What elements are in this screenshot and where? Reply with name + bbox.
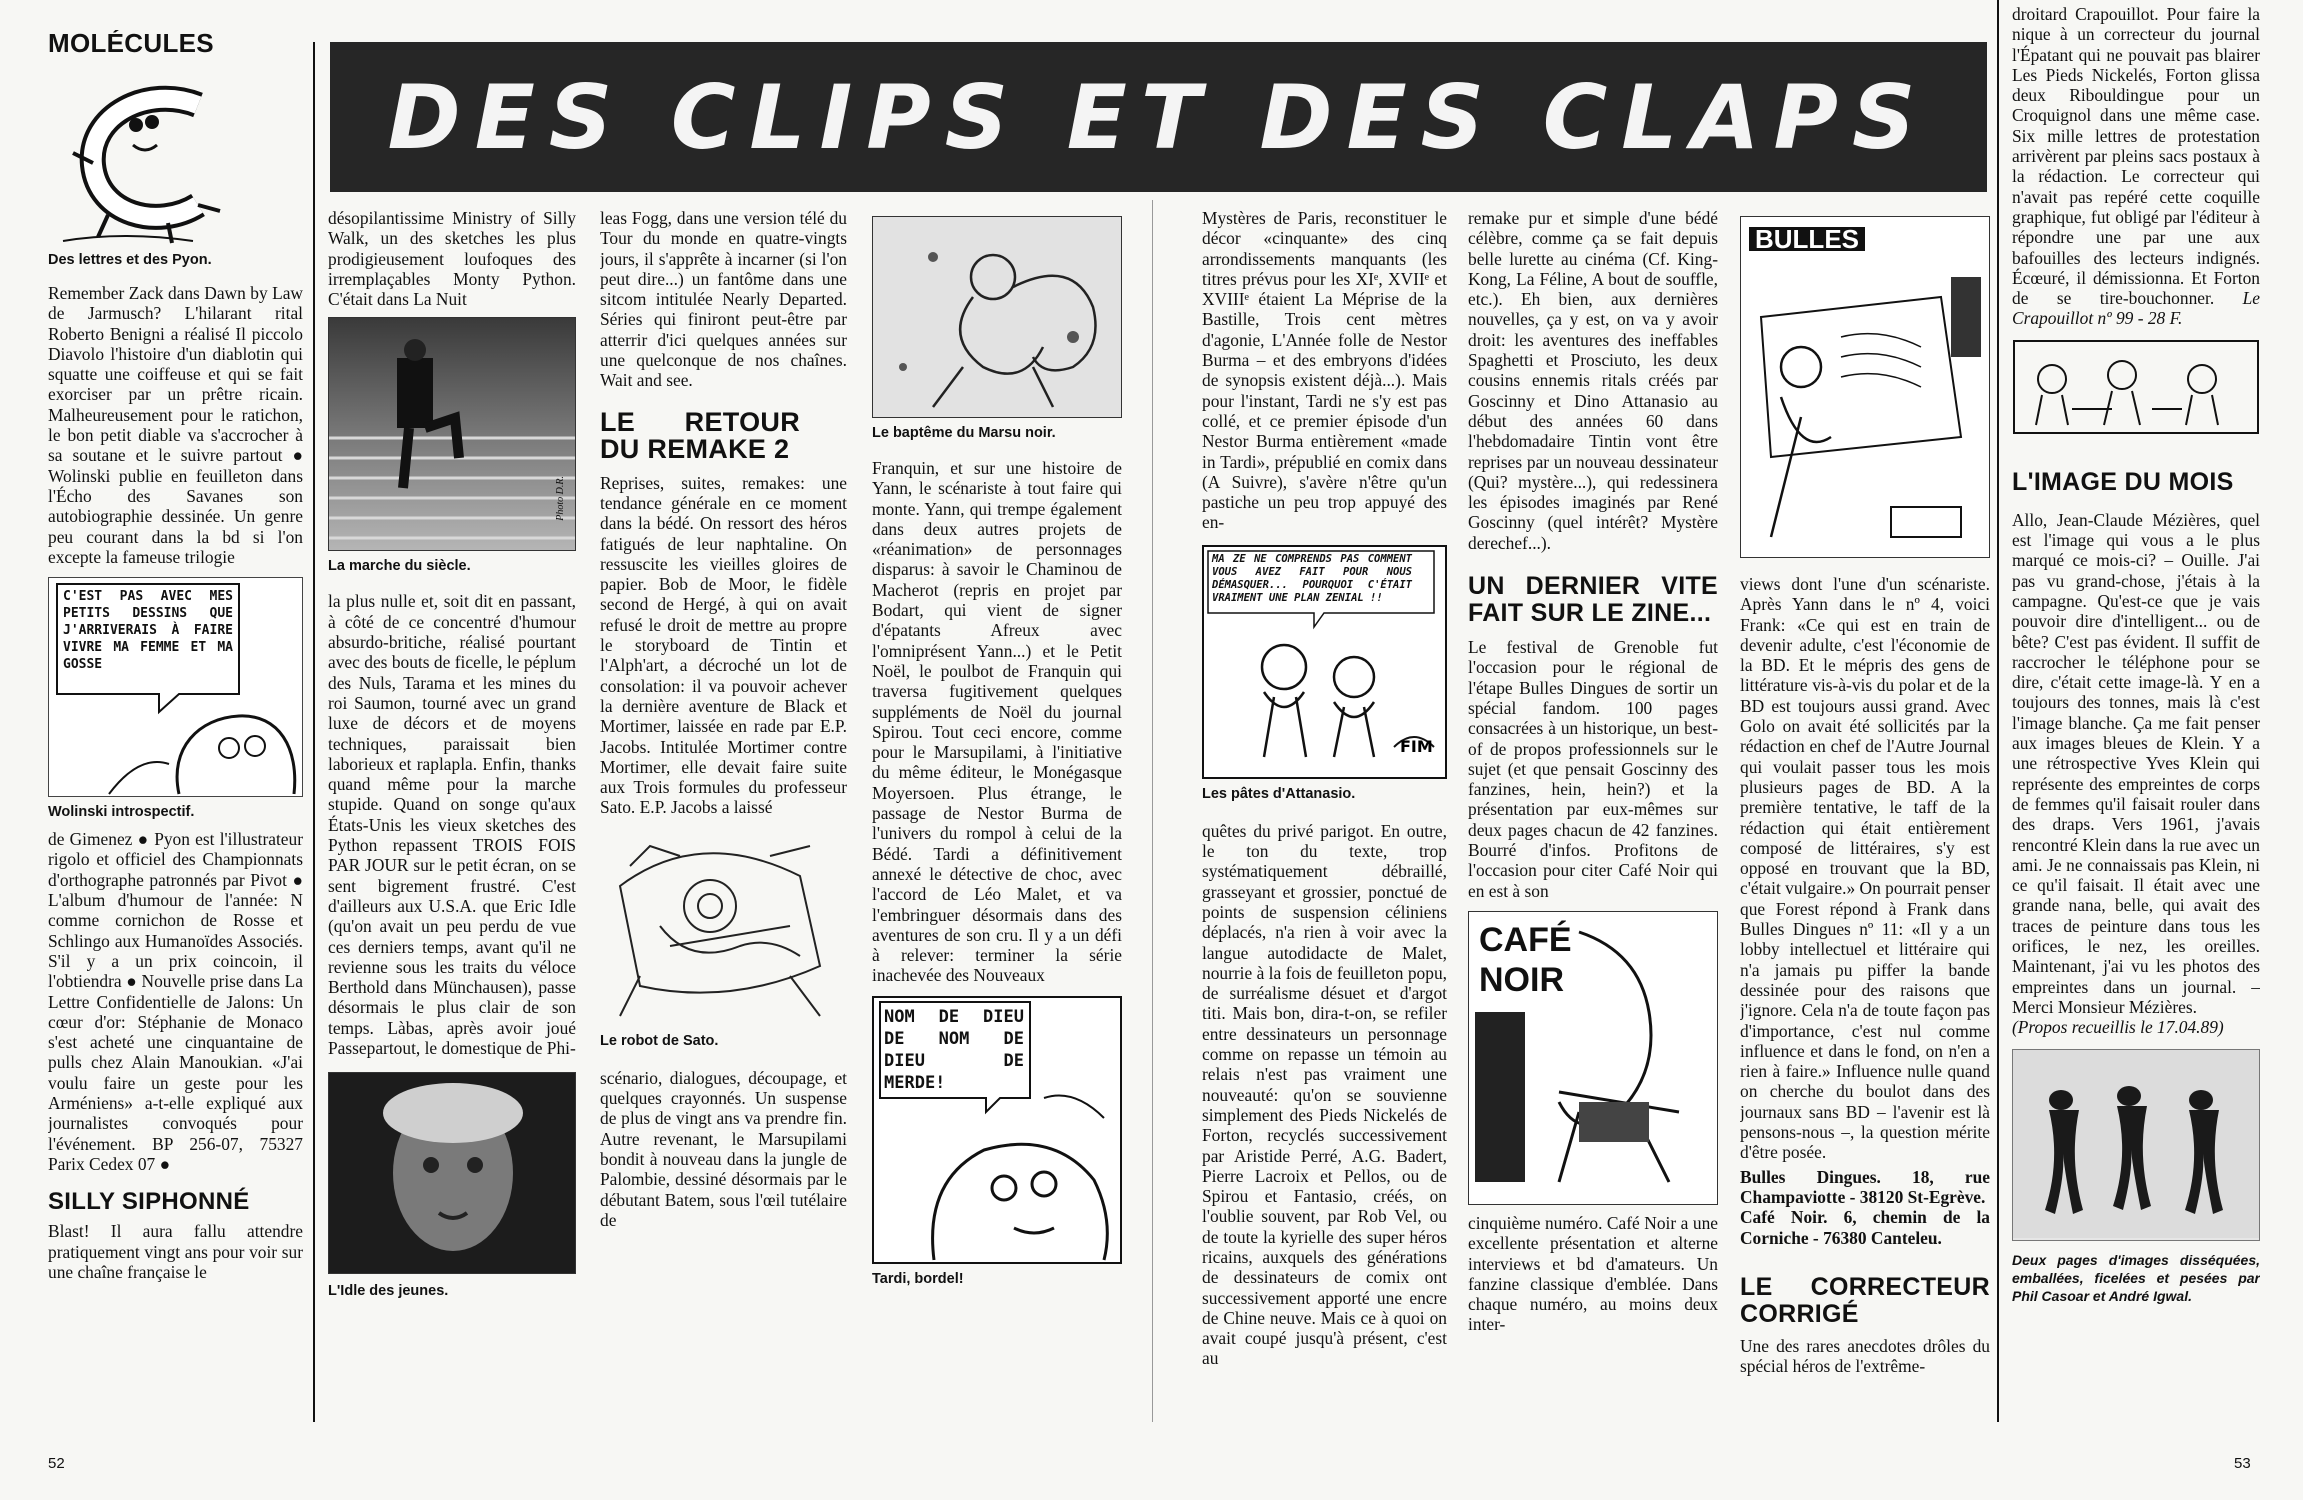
column-rule [1997,0,1999,1422]
column-6 [1468,208,1718,1418]
klein-imprints-image [2012,1049,2260,1241]
interview-date: (Propos recueillis le 17.04.89) [2012,1017,2224,1038]
cafe-noir-illustration-icon [1469,912,1717,1204]
section-heading-silly: SILLY SIPHONNÉ [48,1188,250,1216]
pyon-c-illustration [48,65,303,247]
pieds-nickeles-strip [2012,339,2260,435]
section-heading-correcteur: LE CORRECTEUR CORRIGÉ [1740,1272,1990,1328]
column-3 [600,208,847,1418]
column-5 [1202,208,1447,1418]
spaghetti-prosciuto-icon [1204,547,1447,777]
caption-attanasio: Les pâtes d'Attanasio. [1202,785,1356,802]
caption-marsu: Le baptême du Marsu noir. [872,425,1056,441]
eric-idle-portrait-icon [329,1073,575,1273]
caption-wolinski: Wolinski introspectif. [48,804,195,821]
caption-pyon: Des lettres et des Pyon. [48,252,212,268]
page-number-right: 53 [2234,1455,2251,1472]
page-number-left: 52 [48,1455,65,1472]
eric-idle-photo [328,1072,576,1274]
article-text: Le festival de Grenoble fut l'occasion pour le régional de l'étape Bulles Dingues de sortir un spécial fandom. 100 pages consacrées à un historique, un best-of de propos professionnels sur le sujet (et que pensait Goscinny des fanzines, hein, hein?) et la présentation par eux-mêmes sur deux pages chacun de 42 fanzines. Bourré d'infos. Profitons de l'occasion pour citer Café Noir qui en est à son [1468,637,1718,901]
column-4 [872,208,1122,1418]
article-text: Reprises, suites, remakes: une tendance générale en ce moment dans la bédé. On ressort des héros fatigués de leur naphtaline. On ressuscite les vieilles gloires de papier. Bob de Moor, le fidèle second de Hergé, à qui on avait refusé le droit de mettre au propre le storyboard de Tintin et l'Alph'art, a décroché un lot de consolation: il va pouvoir achever la dernière aventure de Black et Mortimer, laissée en rade par E.P. Jacobs. Intitulée Mortimer contre Mortimer, elle devait faire suite aux Trois formules du professeur Sato. E.P. Jacobs a laissé [600,472,847,818]
article-text: la plus nulle et, soit dit en passant, à côté de ce concentré d'humour absurdo-britiche, réalisé pourtant avec des bouts de ficelle, le péplum des Nuls, Tarama et les mines du roi Saumon, tourné avec un grand luxe de décors et de moyens techniques, paraissait bien laborieux et raplapla. Enfin, thanks quand même pour la marche stupide. Quand on songe qu'aux États-Unis les vieux sketches des Python repassent TROIS FOIS PAR JOUR sur le petit écran, on se sent bigrement frustré. C'est d'ailleurs aux U.S.A. que Eric Idle (qu'on avait un peu perdu de vue ces derniers temps, avant qu'il ne revienne sous les traits du véloce Berthold dans Münchausen), passe désormais le plus clair de son temps. Làbas, après avoir joué Passepartout, le domestique de Phi- [328,591,576,1059]
caption-tardi: Tardi, bordel! [872,1270,964,1287]
article-text: de Gimenez ● Pyon est l'illustrateur rigolo et officiel des Championnats d'orthographe patronnés par Pivot ● L'album d'humour de l'année: N comme cornichon de Rosse et Schlingo aux Humanoïdes Associés. S'il y a un prix coincoin, il l'obtiendra ● Nouvelle prise dans La Lettre Confidentielle de Jalons: Un cœur d'or: Stéphanie de Monaco s'est acheté une cinquantaine de pulls chez Alain Manoukian. «J'ai voulu faire un geste pour les Arméniens» a-t-elle expliqué aux journalistes convoqués pour l'événement. BP 256-07, 75327 Parix Cedex 07 ● [48,829,303,1174]
man-walking-on-stairs-photo-icon [329,318,575,550]
address-cafe-noir: Café Noir. 6, chemin de la Corniche - 76380 Canteleu. [1740,1207,1990,1248]
section-heading-zine: UN DERNIER VITE FAIT SUR LE ZINE... [1468,572,1718,628]
article-text: Allo, Jean-Claude Mézières, quel est l'image qui vous a le plus marqué ce mois-ci? – Ouille. J'ai pas vu grand-chose, j'étais à la campagne. Qu'est-ce que je vais pouvoir dire d'intelligent... ou de bête? C'est pas évident. Il suffit de raccrocher le téléphone pour se dire, c'était cette image-là. Y en a toujours des tonnes, mais là c'est l'image blanche. Ça me fait penser aux images bleues de Klein. Y a une rétrospective Yves Klein qui représente des empreintes de corps de femmes qu'il faisait rouler dans des draps. Vers 1961, j'avais rencontré Klein dans la rue avec un ami. Je ne connaissais pas Klein, ni ce qu'il faisait. Il était avec une grande nana, belle, qui avait des traces de peinture dans tous les orifices, le nez, les oreilles. Maintenant, j'ai vu les photos des empreintes dans un journal. – Merci Monsieur Mézières. [2012,509,2260,1017]
article-text: Blast! Il aura fallu attendre pratiquement vingt ans pour voir sur une chaîne française le [48,1221,303,1282]
column-1 [48,30,303,1430]
marsupilami-icon [873,217,1121,417]
caption-robot: Le robot de Sato. [600,1032,719,1049]
column-8 [2012,4,2260,1424]
article-text: leas Fogg, dans une version télé du Tour du monde en quatre-vingts jours, il s'apprête à incarner (si l'on peut dire...) un fantôme dans une sitcom intitulée Nearly Departed. Séries qui finiront peut-être par atterrir d'ici quelques années sur une quelconque de nos chaînes. Wait and see. [600,208,847,391]
article-text: désopilantissime Ministry of Silly Walk, un des sketches les plus prodigieusement loufoques des irremplaçables Monty Python. C'était dans La Nuit [328,208,576,310]
bulles-dingues-cover [1740,216,1990,558]
article-text: Franquin, et sur une histoire de Yann, le scénariste à tout faire qui monte. Yann, qui trempe également dans deux autres projets de «réanimation» de personnages disparus: à savoir le Chaminou de Macherot (repris en projet par Bodart, qui vient de signer d'épatants Afreux avec l'omniprésent Yann...) et le Petit Noël, le poulbot de Franquin qui traversa fugitivement quelques suppléments de Noël du journal Spirou. Tout ceci encore, comme pour le Marsupilami, à l'initiative du même éditeur, le Monégasque Moyersoen. Plus étrange, le passage de Nestor Burma de l'univers du rompol à celui de la Bédé. Tardi a définitivement annexé le détective de choc, avec l'accord de Léo Malet, et va l'embringuer désormais dans des aventures de son cru. Il y a un défi à relever: terminer la série inachevée des Nouveaux [872,458,1122,986]
speech-bubble-text: C'EST PAS AVEC MES PETITS DESSINS QUE J'ARRIVERAIS À FAIRE VIVRE MA FEMME ET MA GOSSE [63,589,233,673]
body-imprints-icon [2013,1050,2259,1238]
caption-marche: La marche du siècle. [328,558,471,575]
cafe-noir-cover [1468,911,1718,1205]
credit-line: Deux pages d'images disséquées, emballées, ficelées et pesées par Phil Casoar et André Igwal. [2012,1252,2260,1305]
section-heading-molecules: MOLÉCULES [48,30,214,58]
article-text: Remember Zack dans Dawn by Law de Jarmusch? L'hilarant rital Roberto Benigni a réalisé Il piccolo Diavolo l'histoire d'un diablotin qui squatte une coiffeuse et qui se fait exorciser par un prêtre ricain. Malheureusement pour le ratichon, le bon petit diable va s'accrocher à sa soutane et le suivre partout ● Wolinski publie en feuilleton dans l'Écho des Savanes son autobiographie dessinée. Un genre peu courant dans la bd si l'on excepte la fameuse trilogie [48,283,303,567]
comic-strip-icon [2012,339,2260,435]
section-heading-image-mois: L'IMAGE DU MOIS [2012,467,2234,496]
cover-title: CAFÉ NOIR [1479,920,1572,999]
cover-title: BULLES [1749,227,1865,251]
photo-credit: Photo D.R. [554,475,566,521]
column-7 [1740,208,1990,1418]
robot-sketch-icon [600,826,847,1026]
letter-c-character-icon [48,65,303,247]
tardi-face-icon [874,998,1120,1262]
wolinski-self-portrait-icon [49,578,302,796]
attanasio-comic-panel [1202,545,1447,779]
address-bulles: Bulles Dingues. 18, rue Champaviotte - 38120 St-Egrève. [1740,1166,1990,1207]
caption-idle: L'Idle des jeunes. [328,1283,449,1300]
monty-python-photo [328,317,576,551]
crapouillot-ref: Le Crapouillot nº 99 - 28 F. [2012,288,2260,329]
banner-title: DES CLIPS ET DES CLAPS [387,65,1930,169]
article-text [2012,4,2260,329]
wolinski-cartoon [48,577,303,797]
svg-text:FIM: FIM [1400,736,1433,756]
article-text: views dont l'une d'un scénariste. Après Yann dans le nº 4, voici Frank: «Ce qui est en train de devenir adulte, c'est l'économie de la BD. Et le mépris des gens de littérature vis-à-vis du polar et de la BD est toujours aussi grand. Avec Golo on avait été sollicités par la rédaction en chef de l'Autre Journal qui voulait passer tous les mois plusieurs pages de BD. A la première tentative, le taff de la rédaction qui était entièrement composé de littéraires, s'y est opposé en trouvant que la BD, c'était vulgaire.» On pourrait penser que Forest répond à Frank dans Bulles Dingues nº 11: «Il y a un lobby intellectuel et littéraire qui n'a jamais pu piffer la bande dessinée pour des raisons que j'ignore. Cela n'a de toute façon pas d'importance, c'est nul comme influence et dans le fond, on n'en a rien à faire.» Influence nulle quand on cherche du boulot dans des journaux sans BD – l'avenir est là pensons-nous –, la question mérite d'être posée. [1740,574,1990,1163]
marsupilami-drawing [872,216,1122,418]
column-2 [328,208,576,1418]
section-heading-remake: LE RETOUR DU REMAKE 2 [600,406,800,464]
article-text: remake pur et simple d'une bédé célèbre, comme ça se fait depuis belle lurette au cinéma (Cf. King-Kong, La Féline, A bout de souffle, etc.). Eh bien, aux dernières nouvelles, ça y est, on va y avoir droit: les aventures des ineffables Spaghetti et Prosciuto, les deux cousins ennemis ritals créés par Goscinny et Dino Attanasio au début des années 60 dans l'hebdomadaire Tintin vont être reprises par un nouveau dessinateur (Qui? mystère...), qui redessinera les épisodes imaginés par René Goscinny (quel intérêt? Mystère derechef...). [1468,208,1718,553]
article-text: cinquième numéro. Café Noir a une excellente présentation et alterne interviews et bd d'amateurs. Un fanzine classique d'emblée. Dans chaque numéro, au moins deux inter- [1468,1212,1718,1335]
robot-sato-sketch [600,826,847,1026]
tardi-cartoon [872,996,1122,1264]
article-text: scénario, dialogues, découpage, et quelques crayonnés. Un suspense de plus de vingt ans va prendre fin. Autre revenant, le Marsupilami bondit à nouveau dans la jungle de Palombie, dessiné désormais par le débutant Batem, sous l'œil tutélaire de [600,1067,847,1230]
speech-bubble-text: MA ZE NE COMPRENDS PAS COMMENT VOUS AVEZ FAIT POUR NOUS DÉMASQUER... POURQUOI C'ÉTAIT VRAIMENT UNE PLAN ZENIAL !! [1212,552,1412,604]
bulles-dingues-illustration-icon [1741,217,1989,557]
article-text: Une des rares anecdotes drôles du spécial héros de l'extrême- [1740,1335,1990,1377]
article-text: quêtes du privé parigot. En outre, le ton du texte, trop systématiquement débraillé, grasseyant et grossier, ponctué de points de suspension céliniens déplacés, n'a rien à voir avec la langue autodidacte de Malet, nourrie à la fois de feuilleton popu, de surréalisme désuet et d'argot titi. Mais bon, dira-t-on, se refiler entre dessinateurs un personnage comme on repasse un témoin au relais n'est pas vraiment une nouveauté: qu'on se souvienne simplement des Pieds Nickelés de Forton, recyclés successivement par Aristide Perré, A.G. Badert, Pierre Lacroix et Pellos, ou de Spirou et Fantasio, créés, on l'oublie souvent, par Rob Vel, ou de toute la kyrielle des super héros ricains, auxquels des générations de dessinateurs de comix ont successivement apporté une encre de Chine neuve. Mais ce à quoi on avait coupé jusqu'à présent, c'est au [1202,820,1447,1369]
column-rule [313,42,315,1422]
crapouillot-text: droitard Crapouillot. Pour faire la nique à un correcteur du journal l'Épatant qui ne pouvait pas blairer Les Pieds Nickelés, Forton glissa deux Ribouldingue pour un Croquignol dans une même case. Six mille lettres de protestation arrivèrent par pleins sacs postaux à la rédaction. Le correcteur qui n'avait pas repéré cette coquille graphique, fut obligé par l'éditeur à répondre une par une aux bafouilles des lecteurs indignés. Écœuré, il démissionna. Et Forton de se tire-bouchonner. [2012,4,2260,309]
title-banner [330,42,1987,192]
gutter-rule [1152,200,1153,1422]
article-text: Mystères de Paris, reconstituer le décor «cinquante» des cinq arrondissements manquants (les titres prévus pour les XIᵉ, XVIIᵉ et XVIIIᵉ étaient La Méprise de la Bastille, Trois cent mètres d'agonie, L'Année folle de Nestor Burma – et des embryons d'idées de synopsis existent déjà...). Mais pour l'instant, Tardi ne s'y est pas collé, et ce premier épisode d'un Nestor Burma entièrement «made in Tardi», prépublié en comix dans (A Suivre), s'avère n'être qu'un pastiche un peu trop appuyé des en- [1202,208,1447,533]
speech-bubble-text: NOM DE DIEU DE NOM DE DIEU DE MERDE! [884,1006,1024,1093]
